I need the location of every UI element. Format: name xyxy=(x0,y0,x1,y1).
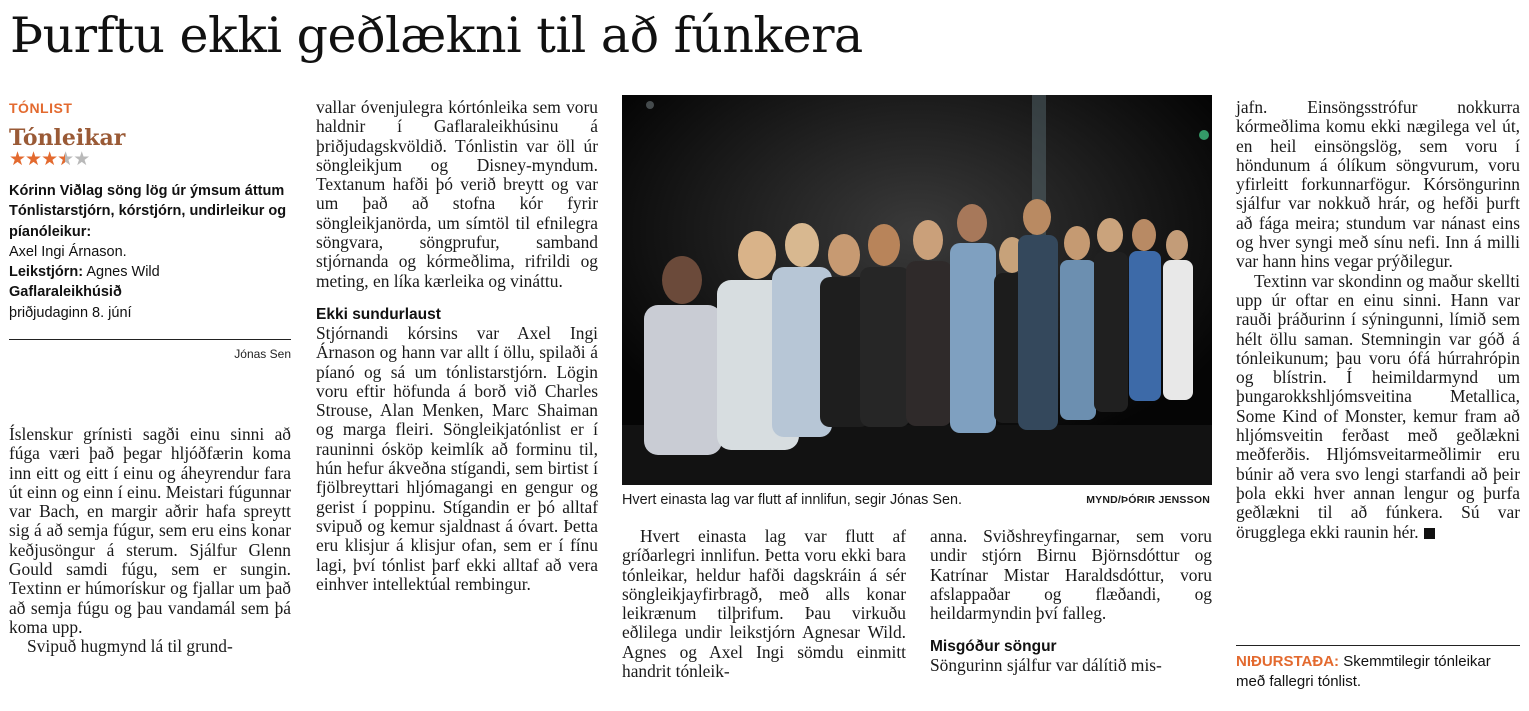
byline: Jónas Sen xyxy=(9,339,291,362)
body-column-3 xyxy=(622,527,906,681)
review-info-sidebar xyxy=(9,98,291,362)
star-icon: ★ xyxy=(9,149,26,170)
star-icon: ★ xyxy=(41,149,58,170)
body-column-4 xyxy=(930,527,1212,676)
star-empty-icon: ★ xyxy=(73,149,90,170)
paragraph: Svipuð hugmynd lá til grund- xyxy=(27,636,233,657)
venue: Gaflaraleikhúsið xyxy=(9,284,122,301)
event-facts xyxy=(9,181,291,323)
paragraph: Íslenskur grínisti sagði einu sinni að fúga væri það þegar hljóðfærin koma inn eitt og eitt í einu og áheyrendur fara út einn og einn í einu. Meistari fúgunnar var Bach, en margir aðrir hafa spreytt sig á að semja fúgur, sem eru eins konar keðjusöngur á sterum. Sjálfur Glenn Gould samdi fúgu, sem er sungin. Textinn er húmorískur og fjallar um það að semja fúgu og þau vandamál sem þá koma upp. xyxy=(9,424,291,637)
paragraph: Söngurinn sjálfur var dálítið mis- xyxy=(930,655,1162,676)
role-label: Tónlistarstjórn, kórstjórn, undirleikur og píanóleikur: xyxy=(9,203,287,240)
event-title: Kórinn Viðlag söng lög úr ýmsum áttum xyxy=(9,183,285,199)
paragraph: vallar óvenjulegra kórtónleika sem voru haldnir í Gaflaraleikhúsinu á þriðjudagskvöldið. Tónlistin var öll úr söngleikjum og Disney-myndum. Textanum hafði þó verið breytt og var um það að stofna kór fyrir söngleikjanörda, um símtöl til efnilegra söngvara, söngprufur, samband stjórnanda og kórmeðlima, rifrildi og meting, en líka kærleika og vináttu. xyxy=(316,97,598,291)
role-value: Agnes Wild xyxy=(86,264,160,281)
caption-text: Hvert einasta lag var flutt af innlifun, segir Jónas Sen. xyxy=(622,492,962,508)
verdict xyxy=(1236,652,1520,691)
paragraph: Hvert einasta lag var flutt af gríðarlegri innlifun. Þetta voru ekki bara tónleikar, heldur hafði dagskráin á sér söngleikjayfirbragð, með alls konar leikrænum tilþrifum. Þau virkuðu eðlilega undir leikstjórn Agnesar Wild. Agnes og Axel Ingi sömdu einmitt handrit tónleik- xyxy=(622,526,906,682)
paragraph xyxy=(1236,272,1520,542)
photo-caption xyxy=(622,489,1212,511)
star-icon: ★ xyxy=(25,149,42,170)
body-column-5 xyxy=(1236,98,1520,542)
role-label: Leikstjórn: xyxy=(9,264,84,281)
director-line xyxy=(9,262,291,282)
subheading: Misgóður söngur xyxy=(930,638,1057,656)
role-value: Axel Ingi Árnason. xyxy=(9,243,127,260)
verdict-text: Skemmtilegir tónleikar með fallegri tónlist. xyxy=(1236,653,1491,690)
verdict-divider xyxy=(1236,645,1520,646)
headline: Þurftu ekki geðlækni til að fúnkera xyxy=(10,7,863,64)
star-rating xyxy=(9,150,291,170)
verdict-label: NIÐURSTAÐA: xyxy=(1236,653,1340,670)
subheading: Ekki sundurlaust xyxy=(316,305,441,323)
paragraph: jafn. Einsöngsstrófur nokkurra kórmeðlima komu ekki nægilega vel út, en heil einsöngslög, sem voru í höndunum á ólíkum söngvurum, voru yfirleitt forkunnarfögur. Kórsöngurinn sjálfur var nokkuð hrár, og hefði þurft að fága meira; stundum var nánast eins og hver syngi með sínu nefi. Inn á milli var hann hins vegar prýðilegur. xyxy=(1236,97,1520,272)
choir-photo xyxy=(622,95,1212,485)
paragraph-text: Textinn var skondinn og maður skellti upp úr oftar en einu sinni. Hann var rauði þráðurinn í sýningunni, límið sem hélt öllu saman. Stemningin var góð á tónleikunum; þau voru ófá húrrahrópin og blístrin. Í heimildarmynd um þungarokkshljómsveitina Metallica, Some Kind of Monster, kemur fram að hljómsveitin ferðast með geðlækni meðferðis. Hljómsveitarmeðlimir eru búnir að vera svo lengi starfandi að þeir þola ekki hver annan lengur og þurfa geðlækni til að fúnkera. Sú var örugglega ekki raunin hér. xyxy=(1236,270,1520,542)
body-column-1 xyxy=(9,425,291,657)
end-mark-icon xyxy=(1424,528,1435,539)
choir-photo-illustration xyxy=(622,95,1212,485)
body-column-2 xyxy=(316,98,598,594)
review-genre: Tónleikar xyxy=(9,125,126,151)
photo-credit: MYND/ÞÓRIR JENSSON xyxy=(1086,494,1210,506)
paragraph: Stjórnandi kórsins var Axel Ingi Árnason og hann var allt í öllu, spilaði á píanó og sá um tónlistarstjórn. Lögin voru eftir höfunda á borð við Charles Strouse, Alan Menken, Marc Shaiman og marga fleiri. Söngleikjatónlist er í rauninni ósköp keimlík að forminu til, hún hefur ákveðna stígandi, sem birtist í fjölbreyttari hljómagangi en gengur og gerist í poppinu. Stígandin er þó alltaf svipuð og kemur sjaldnast á óvart. Þetta eru klisjur á klisjur ofan, sem er í fínu lagi, því tónlist þarf ekki alltaf að vera einhver intellektúal rembingur. xyxy=(316,322,598,594)
paragraph: anna. Sviðshreyfingarnar, sem voru undir stjórn Birnu Björnsdóttur og Katrínar Mistar Haraldsdóttur, voru afslappaðar og flæðandi, og heildarmyndin því falleg. xyxy=(930,526,1212,624)
half-star-icon: ★ ★ xyxy=(57,150,73,170)
event-date: þriðjudaginn 8. júní xyxy=(9,304,132,321)
section-kicker: TÓNLIST xyxy=(9,100,73,116)
